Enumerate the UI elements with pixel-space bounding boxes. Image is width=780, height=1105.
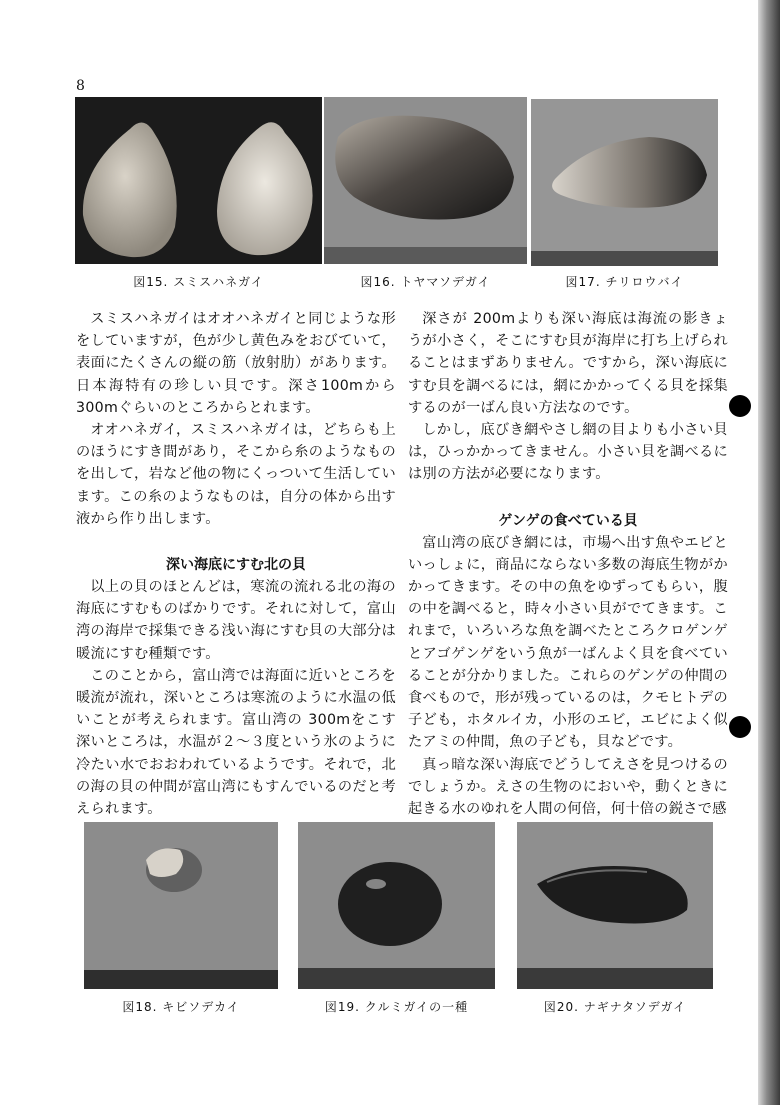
figure-20-photo [517,822,713,989]
figure-17-photo [531,99,718,266]
right-paragraph-1: 深さが 200mよりも深い海底は海流の影きょうが小さく，そこにすむ貝が海岸に打ち上げられることはまずありません。ですから，深い海底にすむ貝を調べるには，網にかかってくる貝を採集するのが一ばん良い方法なのです。 [408,311,728,416]
right-paragraph-2: しかし，底びき網やさし網の目よりも小さい貝は，ひっかかってきません。小さい貝を調べるには別の方法が必要になります。 [408,422,728,483]
figure-16-photo [324,97,527,264]
left-column [76,308,396,820]
figure-18-caption: 図18. キビソデカイ [122,1000,240,1014]
right-column [408,308,728,820]
figure-16-caption: 図16. トヤマソデガイ [360,275,491,289]
figure-15-photo [75,97,322,264]
figure-18-photo [84,822,278,989]
binder-hole-lower [729,716,751,738]
left-section-heading: 深い海底にすむ北の貝 [166,557,306,574]
left-paragraph-3: 以上の貝のほとんどは，寒流の流れる北の海の海底にすむものばかりです。それに対して，富山湾の海岸で採集できる浅い海にすむ貝の大部分は暖流にすむ種類です。 [76,579,396,662]
left-paragraph-1: スミスハネガイはオオハネガイと同じような形をしていますが，色が少し黄色みをおびていて，表面にたくさんの縦の筋（放射肋）があります。日本海特有の珍しい貝です。深さ100mから300mぐらいのところからとれます。 [76,311,396,416]
figure-19-caption: 図19. クルミガイの一種 [324,1000,469,1014]
figure-15-caption: 図15. スミスハネガイ [133,275,264,289]
binder-hole-upper [729,395,751,417]
page-number: 8 [76,78,85,94]
scan-page-edge [758,0,780,1105]
figure-20-caption: 図20. ナギナタソデガイ [543,1000,687,1014]
right-paragraph-4: 真っ暗な深い海底でどうしてえさを見つけるのでしょうか。えさの生物のにおいや，動くときに起きる水のゆれを人間の何倍，何十倍の鋭さで感 [408,756,728,818]
right-paragraph-3: 富山湾の底びき網には，市場へ出す魚やエビといっしょに，商品にならない多数の海底生物がかかってきます。その中の魚をゆずってもらい，腹の中を調べると，時々小さい貝がでてきます。これまで，いろいろな魚を調べたところクロゲンゲとアゴゲンゲをいう魚が一ばんよく貝を食べていることが分かりました。これらのゲンゲの仲間の食べもので，形が残っているのは，クモヒトデの子ども，ホタルイカ，小形のエビ，エビによく似たアミの仲間，魚の子ども，貝などです。 [408,534,728,751]
figure-19-photo [298,822,495,989]
right-section-heading: ゲンゲの食べている貝 [498,512,638,529]
left-paragraph-4: このことから，富山湾では海面に近いところを暖流が流れ，深いところは寒流のように水温の低いことが考えられます。富山湾の 300mをこす深いところは，水温が２〜３度という氷のように冷たい水でおおわれているようです。それで，北の海の貝の仲間が富山湾にもすんでいるのだと考えられます。 [76,667,396,818]
left-paragraph-2: オオハネガイ，スミスハネガイは，どちらも上のほうにすき間があり，そこから糸のようなものを出して，岩など他の物にくっついて生活しています。この糸のようなものは，自分の体から出す液から作り出します。 [76,422,396,527]
figure-17-caption: 図17. チリロウバイ [565,275,684,289]
